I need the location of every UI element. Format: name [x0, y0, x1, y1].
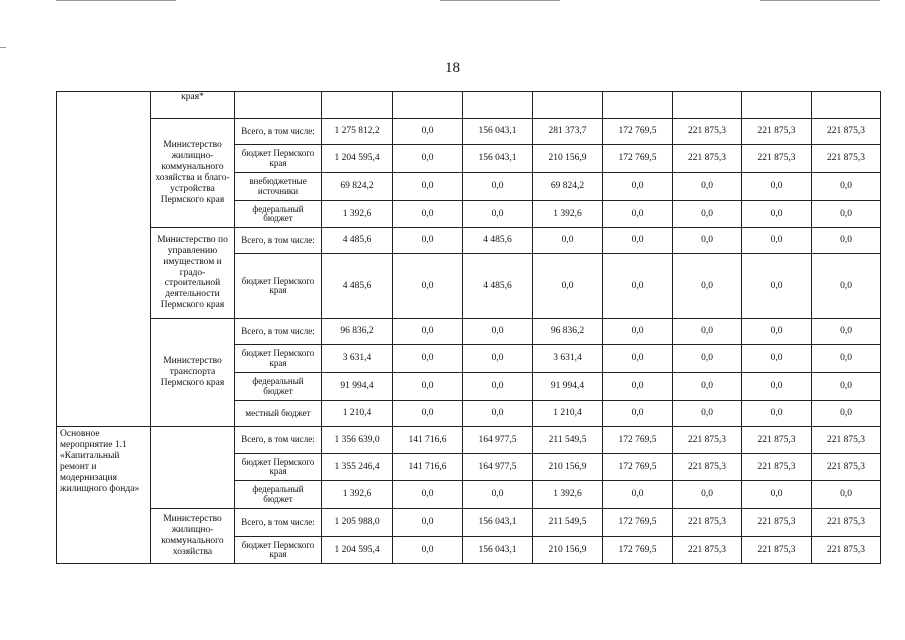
- amount-cell: 0,0: [673, 401, 742, 427]
- amount-cell: 0,0: [673, 319, 742, 345]
- amount-cell: 172 769,5: [603, 145, 673, 173]
- executor-cell: Министерство транспорта Пермского края: [151, 319, 235, 427]
- amount-cell: 221 875,3: [742, 119, 812, 145]
- source-cell: Всего, в том числе:: [235, 509, 322, 537]
- amount-cell: 0,0: [812, 401, 881, 427]
- amount-cell: 1 204 595,4: [322, 537, 393, 564]
- executor-cell: края*: [151, 92, 235, 119]
- amount-cell: 221 875,3: [812, 427, 881, 454]
- amount-cell: 96 836,2: [533, 319, 603, 345]
- amount-cell: 1 392,6: [533, 201, 603, 228]
- amount-cell: 0,0: [812, 173, 881, 201]
- amount-cell: 221 875,3: [742, 145, 812, 173]
- source-cell: бюджет Пермского края: [235, 537, 322, 564]
- amount-cell: 221 875,3: [742, 509, 812, 537]
- table-row: [57, 427, 881, 454]
- amount-cell: 0,0: [603, 345, 673, 373]
- amount-cell: 141 716,6: [393, 427, 463, 454]
- amount-cell: 172 769,5: [603, 509, 673, 537]
- amount-cell: 4 485,6: [322, 254, 393, 319]
- amount-cell: 0,0: [393, 345, 463, 373]
- amount-cell: 0,0: [673, 373, 742, 401]
- amount-cell: 221 875,3: [673, 537, 742, 564]
- amount-cell: 1 356 639,0: [322, 427, 393, 454]
- amount-cell: 0,0: [603, 481, 673, 509]
- amount-cell: 172 769,5: [603, 427, 673, 454]
- margin-mark: [0, 47, 6, 48]
- amount-cell: 0,0: [742, 254, 812, 319]
- amount-cell: 0,0: [742, 345, 812, 373]
- amount-cell: 156 043,1: [463, 537, 533, 564]
- source-cell: Всего, в том числе:: [235, 228, 322, 254]
- amount-cell: 0,0: [812, 481, 881, 509]
- source-cell: внебюджетные источники: [235, 173, 322, 201]
- executor-cell: Министерство жилищно-коммунального хозяйства и благо-устройства Пермского края: [151, 119, 235, 228]
- amount-cell: 221 875,3: [812, 454, 881, 481]
- amount-cell: 221 875,3: [673, 145, 742, 173]
- source-cell: федеральный бюджет: [235, 201, 322, 228]
- amount-cell: 96 836,2: [322, 319, 393, 345]
- table-row: [57, 119, 881, 145]
- amount-cell: 0,0: [673, 254, 742, 319]
- amount-cell: 1 355 246,4: [322, 454, 393, 481]
- amount-cell: 156 043,1: [463, 119, 533, 145]
- amount-cell: 0,0: [742, 481, 812, 509]
- amount-cell: 4 485,6: [463, 254, 533, 319]
- amount-cell: 0,0: [393, 481, 463, 509]
- amount-cell: 0,0: [463, 319, 533, 345]
- amount-cell: 1 204 595,4: [322, 145, 393, 173]
- amount-cell: 221 875,3: [673, 119, 742, 145]
- amount-cell: 0,0: [812, 201, 881, 228]
- amount-cell: [603, 92, 673, 119]
- amount-cell: 0,0: [603, 201, 673, 228]
- amount-cell: 210 156,9: [533, 454, 603, 481]
- amount-cell: [393, 92, 463, 119]
- amount-cell: 0,0: [393, 173, 463, 201]
- amount-cell: [533, 92, 603, 119]
- amount-cell: 91 994,4: [322, 373, 393, 401]
- amount-cell: 172 769,5: [603, 537, 673, 564]
- amount-cell: 0,0: [393, 201, 463, 228]
- amount-cell: 0,0: [533, 254, 603, 319]
- amount-cell: 0,0: [463, 481, 533, 509]
- amount-cell: 221 875,3: [812, 509, 881, 537]
- amount-cell: 0,0: [463, 401, 533, 427]
- amount-cell: 141 716,6: [393, 454, 463, 481]
- amount-cell: 0,0: [742, 173, 812, 201]
- amount-cell: 0,0: [742, 201, 812, 228]
- page-number: 18: [445, 60, 460, 76]
- amount-cell: 0,0: [812, 373, 881, 401]
- amount-cell: 69 824,2: [322, 173, 393, 201]
- executor-cell: [151, 427, 235, 509]
- amount-cell: 0,0: [393, 145, 463, 173]
- source-cell: бюджет Пермского края: [235, 345, 322, 373]
- amount-cell: [673, 92, 742, 119]
- financing-table: [56, 91, 881, 564]
- amount-cell: 164 977,5: [463, 427, 533, 454]
- amount-cell: 221 875,3: [673, 509, 742, 537]
- amount-cell: 221 875,3: [673, 427, 742, 454]
- top-edge-line: [440, 0, 560, 1]
- measure-title-cell: Основное мероприятие 1.1 «Капитальный ремонт и модернизация жилищного фонда»: [57, 427, 151, 564]
- amount-cell: 221 875,3: [812, 537, 881, 564]
- amount-cell: 164 977,5: [463, 454, 533, 481]
- amount-cell: 0,0: [812, 319, 881, 345]
- amount-cell: 0,0: [673, 201, 742, 228]
- amount-cell: 1 210,4: [322, 401, 393, 427]
- source-cell: [235, 92, 322, 119]
- amount-cell: 0,0: [812, 228, 881, 254]
- measure-cell: [57, 92, 151, 427]
- amount-cell: 0,0: [603, 401, 673, 427]
- amount-cell: 0,0: [742, 373, 812, 401]
- amount-cell: 0,0: [673, 345, 742, 373]
- amount-cell: 0,0: [463, 201, 533, 228]
- amount-cell: 0,0: [603, 319, 673, 345]
- amount-cell: 0,0: [603, 228, 673, 254]
- amount-cell: 0,0: [742, 401, 812, 427]
- amount-cell: 4 485,6: [322, 228, 393, 254]
- amount-cell: 172 769,5: [603, 454, 673, 481]
- amount-cell: 4 485,6: [463, 228, 533, 254]
- amount-cell: 156 043,1: [463, 145, 533, 173]
- executor-cell: Министерство жилищно-коммунального хозяйства: [151, 509, 235, 564]
- top-edge-line: [56, 0, 176, 1]
- amount-cell: 0,0: [463, 345, 533, 373]
- amount-cell: 3 631,4: [322, 345, 393, 373]
- amount-cell: 221 875,3: [742, 427, 812, 454]
- source-cell: бюджет Пермского края: [235, 145, 322, 173]
- source-cell: Всего, в том числе:: [235, 319, 322, 345]
- amount-cell: 91 994,4: [533, 373, 603, 401]
- executor-cell: Министерство по управлению имуществом и градо-строительной деятельности Пермского края: [151, 228, 235, 319]
- amount-cell: 0,0: [393, 319, 463, 345]
- source-cell: местный бюджет: [235, 401, 322, 427]
- amount-cell: 0,0: [742, 319, 812, 345]
- amount-cell: 0,0: [603, 173, 673, 201]
- amount-cell: 156 043,1: [463, 509, 533, 537]
- amount-cell: 1 205 988,0: [322, 509, 393, 537]
- amount-cell: 210 156,9: [533, 537, 603, 564]
- amount-cell: [742, 92, 812, 119]
- amount-cell: 0,0: [673, 228, 742, 254]
- amount-cell: 211 549,5: [533, 509, 603, 537]
- amount-cell: 0,0: [393, 537, 463, 564]
- top-edge-line: [760, 0, 880, 1]
- amount-cell: 1 392,6: [322, 481, 393, 509]
- amount-cell: 0,0: [393, 228, 463, 254]
- amount-cell: 0,0: [393, 373, 463, 401]
- source-cell: бюджет Пермского края: [235, 454, 322, 481]
- amount-cell: 1 392,6: [322, 201, 393, 228]
- amount-cell: 221 875,3: [812, 145, 881, 173]
- amount-cell: 0,0: [393, 401, 463, 427]
- amount-cell: 0,0: [812, 345, 881, 373]
- source-cell: Всего, в том числе:: [235, 119, 322, 145]
- amount-cell: 0,0: [393, 119, 463, 145]
- amount-cell: [463, 92, 533, 119]
- amount-cell: [812, 92, 881, 119]
- table-row: [57, 319, 881, 345]
- source-cell: Всего, в том числе:: [235, 427, 322, 454]
- amount-cell: 0,0: [533, 228, 603, 254]
- amount-cell: 69 824,2: [533, 173, 603, 201]
- amount-cell: 0,0: [673, 173, 742, 201]
- amount-cell: 281 373,7: [533, 119, 603, 145]
- amount-cell: 221 875,3: [742, 454, 812, 481]
- amount-cell: 0,0: [742, 228, 812, 254]
- amount-cell: 0,0: [393, 254, 463, 319]
- amount-cell: 0,0: [463, 173, 533, 201]
- amount-cell: [322, 92, 393, 119]
- table-row: [57, 228, 881, 254]
- amount-cell: 0,0: [393, 509, 463, 537]
- amount-cell: 221 875,3: [742, 537, 812, 564]
- table-row: [57, 92, 881, 119]
- amount-cell: 1 275 812,2: [322, 119, 393, 145]
- amount-cell: 0,0: [463, 373, 533, 401]
- amount-cell: 221 875,3: [673, 454, 742, 481]
- source-cell: федеральный бюджет: [235, 373, 322, 401]
- amount-cell: 221 875,3: [812, 119, 881, 145]
- amount-cell: 211 549,5: [533, 427, 603, 454]
- amount-cell: 0,0: [603, 254, 673, 319]
- amount-cell: 172 769,5: [603, 119, 673, 145]
- amount-cell: 0,0: [603, 373, 673, 401]
- amount-cell: 0,0: [673, 481, 742, 509]
- amount-cell: 0,0: [812, 254, 881, 319]
- source-cell: бюджет Пермского края: [235, 254, 322, 319]
- amount-cell: 1 392,6: [533, 481, 603, 509]
- amount-cell: 1 210,4: [533, 401, 603, 427]
- amount-cell: 3 631,4: [533, 345, 603, 373]
- source-cell: федеральный бюджет: [235, 481, 322, 509]
- amount-cell: 210 156,9: [533, 145, 603, 173]
- table-row: [57, 509, 881, 537]
